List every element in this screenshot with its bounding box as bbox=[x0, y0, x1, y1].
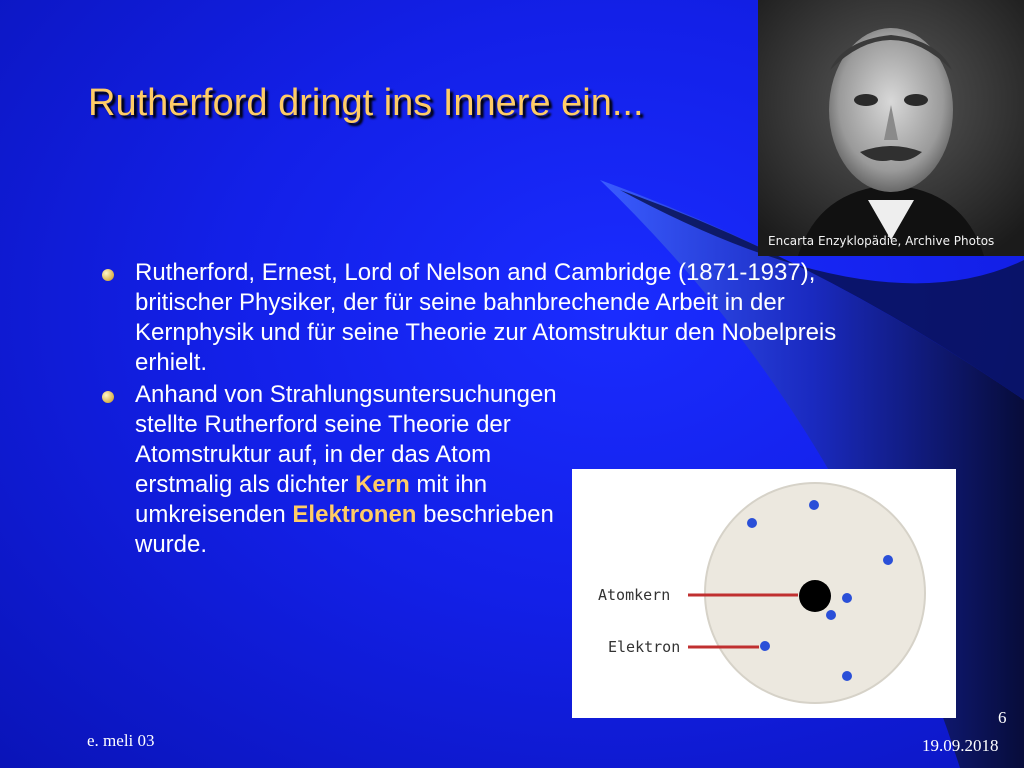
slide-title: Rutherford dringt ins Innere ein... bbox=[88, 82, 644, 124]
bullet-icon bbox=[102, 269, 114, 281]
electron-dot bbox=[809, 500, 819, 510]
footer-author: e. meli 03 bbox=[87, 731, 155, 750]
bullet-text-2a: Anhand von Strahlungsuntersuchungen stellte Rutherford seine Theorie der Atomstruktur auf, in der das Atom erstmalig als dichter bbox=[135, 381, 557, 498]
page-number: 6 bbox=[998, 708, 1007, 727]
nucleus-dot bbox=[799, 580, 831, 612]
footer-date: 19.09.2018 bbox=[922, 736, 999, 755]
bullet-item-2 bbox=[100, 380, 585, 560]
portrait-illustration bbox=[758, 0, 1024, 256]
electron-dot bbox=[842, 671, 852, 681]
portrait-photo bbox=[758, 0, 1024, 256]
bullet-text-2b: mit ihn umkreisenden bbox=[135, 471, 488, 528]
bullet-text-2c: beschrieben wurde. bbox=[135, 501, 554, 558]
electron-dot bbox=[826, 610, 836, 620]
bullet-icon bbox=[102, 391, 114, 403]
label-atomkern: Atomkern bbox=[598, 586, 671, 604]
portrait-credit: Encarta Enzyklopädie, Archive Photos bbox=[768, 234, 995, 248]
electron-dot bbox=[842, 593, 852, 603]
bullet-text-1: Rutherford, Ernest, Lord of Nelson and Cambridge (1871-1937), britischer Physiker, der für seine bahnbrechende Arbeit in der Kernphysik und für seine Theorie zur Atomstruktur den Nobelpreis erhielt. bbox=[135, 259, 837, 376]
atom-diagram bbox=[572, 469, 956, 718]
electron-dot bbox=[760, 641, 770, 651]
bullet-item-1 bbox=[100, 258, 900, 378]
electron-dot bbox=[747, 518, 757, 528]
term-kern: Kern bbox=[355, 471, 410, 498]
label-elektron: Elektron bbox=[608, 638, 681, 656]
electron-dot bbox=[883, 555, 893, 565]
term-elektronen: Elektronen bbox=[292, 501, 417, 528]
